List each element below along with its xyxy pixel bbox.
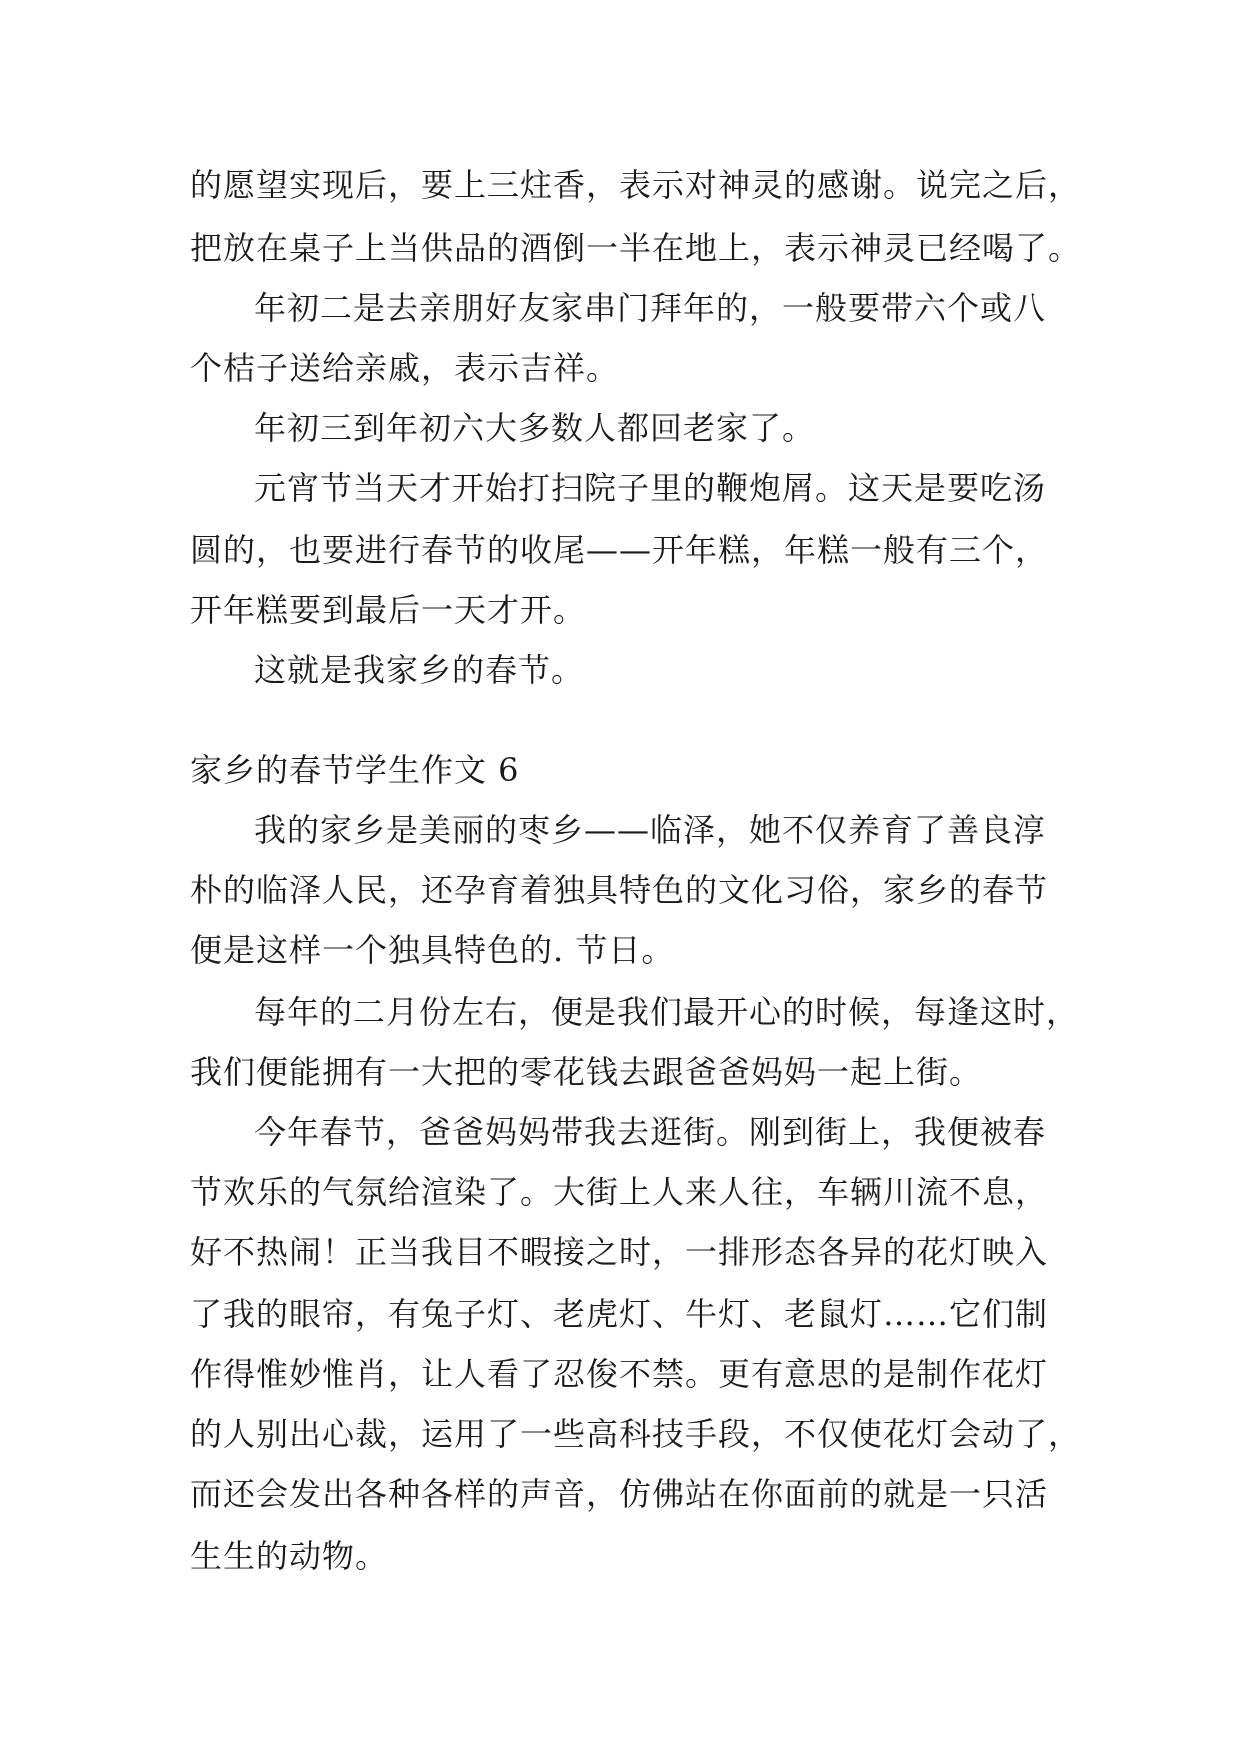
paragraph-line: 年初二是去亲朋好友家串门拜年的，一般要带六个或八 — [254, 289, 1047, 327]
paragraph-line: 的人别出心裁，运用了一些高科技手段，不仅使花灯会动了， — [190, 1415, 1082, 1453]
paragraph-line: 我的家乡是美丽的枣乡——临泽，她不仅养育了善良淳 — [254, 811, 1047, 849]
paragraph-line: 而还会发出各种各样的声音，仿佛站在你面前的就是一只活 — [190, 1475, 1049, 1513]
paragraph-line: 便是这样一个独具特色的. 节日。 — [190, 931, 675, 969]
paragraph-line: 圆的，也要进行春节的收尾——开年糕，年糕一般有三个， — [190, 531, 1049, 569]
paragraph-line: 节欢乐的气氛给渲染了。大街上人来人往，车辆川流不息， — [190, 1173, 1049, 1211]
paragraph-line: 今年春节，爸爸妈妈带我去逛街。刚到街上，我便被春 — [254, 1113, 1047, 1151]
section-title: 家乡的春节学生作文 6 — [190, 751, 520, 789]
paragraph-line: 年初三到年初六大多数人都回老家了。 — [254, 409, 816, 447]
paragraph-line: 的愿望实现后，要上三炷香，表示对神灵的感谢。说完之后， — [190, 166, 1082, 204]
paragraph-line: 每年的二月份左右，便是我们最开心的时候，每逢这时， — [254, 993, 1080, 1031]
paragraph-line: 我们便能拥有一大把的零花钱去跟爸爸妈妈一起上街。 — [190, 1053, 983, 1091]
paragraph-line: 了我的眼帘，有兔子灯、老虎灯、牛灯、老鼠灯……它们制 — [190, 1295, 1049, 1333]
paragraph-line: 生生的动物。 — [190, 1537, 389, 1575]
paragraph-line: 个桔子送给亲戚，表示吉祥。 — [190, 349, 620, 387]
paragraph-line: 把放在桌子上当供品的酒倒一半在地上，表示神灵已经喝了。 — [190, 229, 1082, 267]
paragraph-line: 作得惟妙惟肖，让人看了忍俊不禁。更有意思的是制作花灯 — [190, 1355, 1049, 1393]
paragraph-line: 朴的临泽人民，还孕育着独具特色的文化习俗，家乡的春节 — [190, 871, 1049, 909]
paragraph-line: 元宵节当天才开始打扫院子里的鞭炮屑。这天是要吃汤 — [254, 469, 1047, 507]
paragraph-line: 开年糕要到最后一天才开。 — [190, 591, 587, 629]
paragraph-line: 这就是我家乡的春节。 — [254, 651, 585, 689]
paragraph-line: 好不热闹！正当我目不暇接之时，一排形态各异的花灯映入 — [190, 1233, 1049, 1271]
